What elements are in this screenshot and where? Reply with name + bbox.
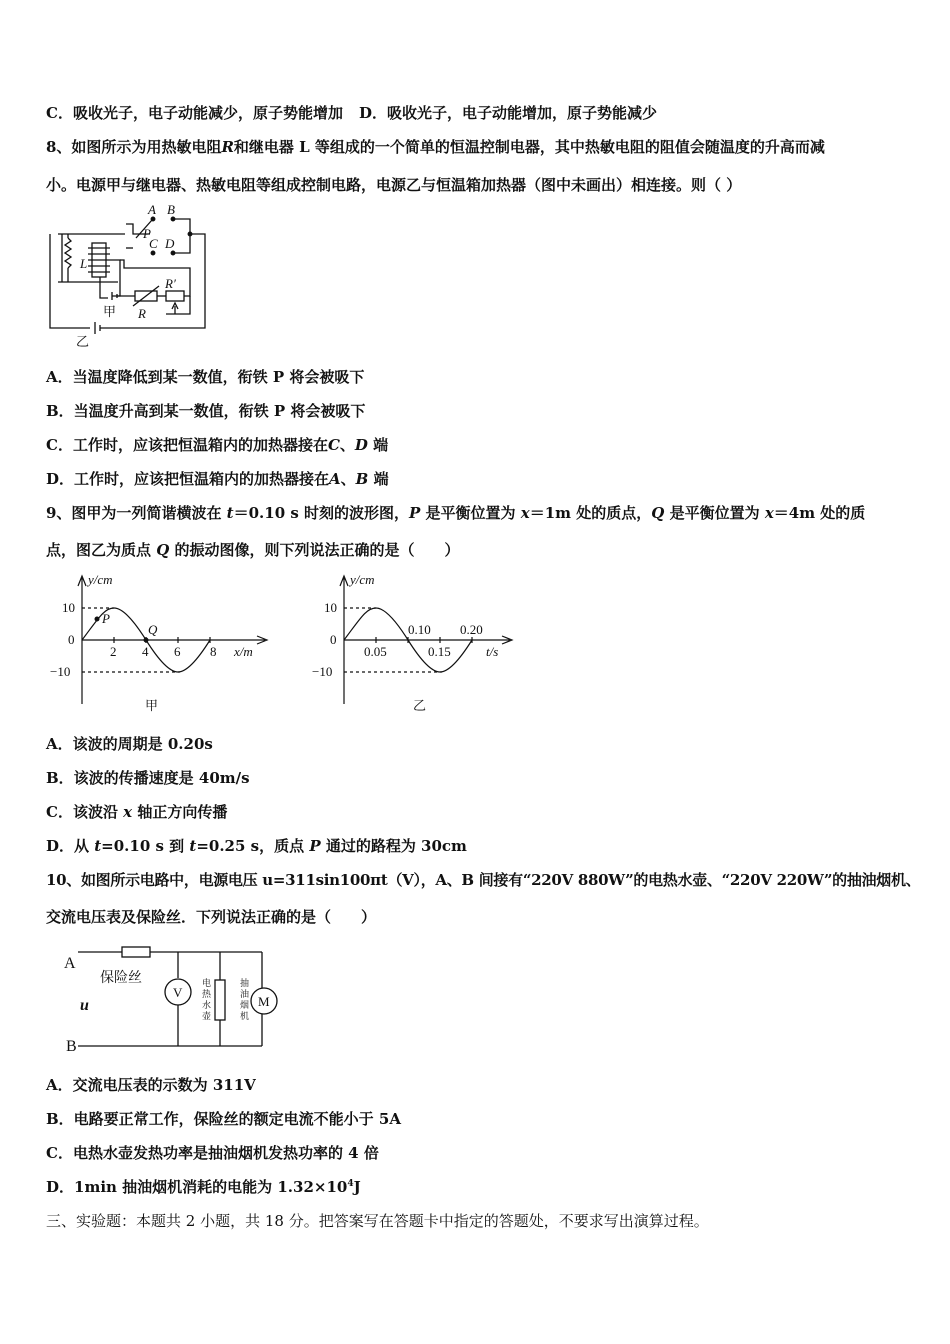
voltmeter-label: V bbox=[173, 985, 183, 1000]
section-3-heading: 三、实验题：本题共 2 小题，共 18 分。把答案写在答题卡中指定的答题处，不要求写出演算过程。 bbox=[46, 1212, 709, 1230]
label-R-prime: R′ bbox=[165, 276, 176, 291]
point-Q-label: Q bbox=[148, 622, 158, 637]
label-C: C bbox=[149, 236, 158, 251]
q8-option-c: C．工作时，应该把恒温箱内的加热器接在C、D 端 bbox=[46, 436, 389, 454]
label-R: R bbox=[138, 306, 146, 321]
svg-text:油: 油 bbox=[240, 989, 250, 999]
svg-text:4: 4 bbox=[142, 644, 149, 659]
q7-options-line bbox=[46, 102, 657, 123]
q10-option-a: A．交流电压表的示数为 311V bbox=[46, 1076, 256, 1094]
svg-text:6: 6 bbox=[174, 644, 181, 659]
svg-text:x/m: x/m bbox=[234, 644, 253, 659]
vibration-caption: 乙 bbox=[413, 698, 427, 713]
svg-text:壶: 壶 bbox=[202, 1011, 212, 1021]
svg-text:2: 2 bbox=[110, 644, 117, 659]
label-L: L bbox=[80, 256, 88, 271]
label-A: A bbox=[148, 202, 156, 217]
q8-option-a: A．当温度降低到某一数值，衔铁 P 将会被吸下 bbox=[46, 368, 365, 386]
label-jia: 甲 bbox=[103, 304, 117, 319]
q9-option-a: A．该波的周期是 0.20s bbox=[46, 735, 213, 753]
motor-label: M bbox=[258, 994, 270, 1009]
svg-text:抽: 抽 bbox=[240, 978, 250, 988]
svg-text:0: 0 bbox=[330, 632, 337, 647]
q8-circuit-figure bbox=[40, 198, 220, 350]
label-D: D bbox=[165, 236, 175, 251]
label-P: P bbox=[143, 226, 151, 241]
svg-text:0.05: 0.05 bbox=[364, 644, 387, 659]
q7-option-c: C．吸收光子，电子动能减少，原子势能增加 bbox=[46, 104, 343, 122]
svg-text:t/s: t/s bbox=[486, 644, 499, 659]
voltage-u: u bbox=[80, 997, 89, 1014]
wave-ylabel: y/cm bbox=[88, 572, 113, 587]
svg-text:−10: −10 bbox=[312, 664, 333, 679]
terminal-A: A bbox=[64, 955, 76, 972]
q10-option-c: C．电热水壶发热功率是抽油烟机发热功率的 4 倍 bbox=[46, 1144, 379, 1162]
wave-caption: 甲 bbox=[145, 698, 159, 713]
svg-text:热: 热 bbox=[202, 989, 212, 999]
q8-option-b: B．当温度升高到某一数值，衔铁 P 将会被吸下 bbox=[46, 402, 366, 420]
svg-text:机: 机 bbox=[240, 1011, 250, 1021]
q9-wave-graph bbox=[40, 566, 275, 716]
q9-option-c: C．该波沿 x 轴正方向传播 bbox=[46, 803, 228, 821]
svg-text:0.20: 0.20 bbox=[460, 622, 483, 637]
q9-stem-line1: 9、图甲为一列简谐横波在 t＝0.10 s 时刻的波形图，P 是平衡位置为 x＝1m 处的质点，Q 是平衡位置为 x＝4m 处的质 bbox=[46, 504, 866, 522]
q10-circuit-figure bbox=[60, 940, 290, 1058]
svg-text:10: 10 bbox=[62, 600, 75, 615]
svg-text:10: 10 bbox=[324, 600, 337, 615]
label-yi: 乙 bbox=[76, 334, 90, 349]
q8-stem-line2: 小。电源甲与继电器、热敏电阻等组成控制电路，电源乙与恒温箱加热器（图中未画出）相连接。则（ ） bbox=[46, 176, 742, 194]
q9-option-d: D．从 t=0.10 s 到 t=0.25 s，质点 P 通过的路程为 30cm bbox=[46, 837, 467, 855]
fuse-label: 保险丝 bbox=[100, 971, 142, 986]
q7-option-d: D．吸收光子，电子动能增加，原子势能减少 bbox=[358, 104, 657, 122]
q10-stem-line2: 交流电压表及保险丝．下列说法正确的是（ ） bbox=[46, 908, 377, 926]
point-P-label: P bbox=[102, 611, 110, 626]
q8-stem-line1: 8、如图所示为用热敏电阻R和继电器 L 等组成的一个简单的恒温控制电器，其中热敏电阻的阻值会随温度的升高而减 bbox=[46, 138, 825, 156]
label-B: B bbox=[167, 202, 175, 217]
svg-text:y/cm: y/cm bbox=[350, 572, 375, 587]
q10-option-d: D．1min 抽油烟机消耗的电能为 $1.32\times 10^4J$ bbox=[46, 1178, 361, 1196]
svg-text:0.15: 0.15 bbox=[428, 644, 451, 659]
q9-option-b: B．该波的传播速度是 40m/s bbox=[46, 769, 250, 787]
svg-text:烟: 烟 bbox=[240, 1000, 250, 1010]
q10-stem-line1: 10、如图所示电路中，电源电压 u=311sin100πt（V），A、B 间接有“220V 880W”的电热水壶、“220V 220W”的抽油烟机、 bbox=[46, 871, 921, 889]
svg-text:−10: −10 bbox=[50, 664, 71, 679]
svg-text:水: 水 bbox=[202, 1000, 212, 1010]
svg-text:电: 电 bbox=[202, 978, 212, 988]
terminal-B: B bbox=[66, 1038, 77, 1055]
q9-vibration-graph bbox=[300, 566, 520, 716]
q10-option-b: B．电路要正常工作，保险丝的额定电流不能小于 5A bbox=[46, 1110, 401, 1128]
svg-text:8: 8 bbox=[210, 644, 217, 659]
svg-text:0.10: 0.10 bbox=[408, 622, 431, 637]
q8-option-d: D．工作时，应该把恒温箱内的加热器接在A、B 端 bbox=[46, 470, 389, 488]
q9-stem-line2: 点，图乙为质点 Q 的振动图像，则下列说法正确的是（ ） bbox=[46, 541, 460, 559]
svg-text:0: 0 bbox=[68, 632, 75, 647]
